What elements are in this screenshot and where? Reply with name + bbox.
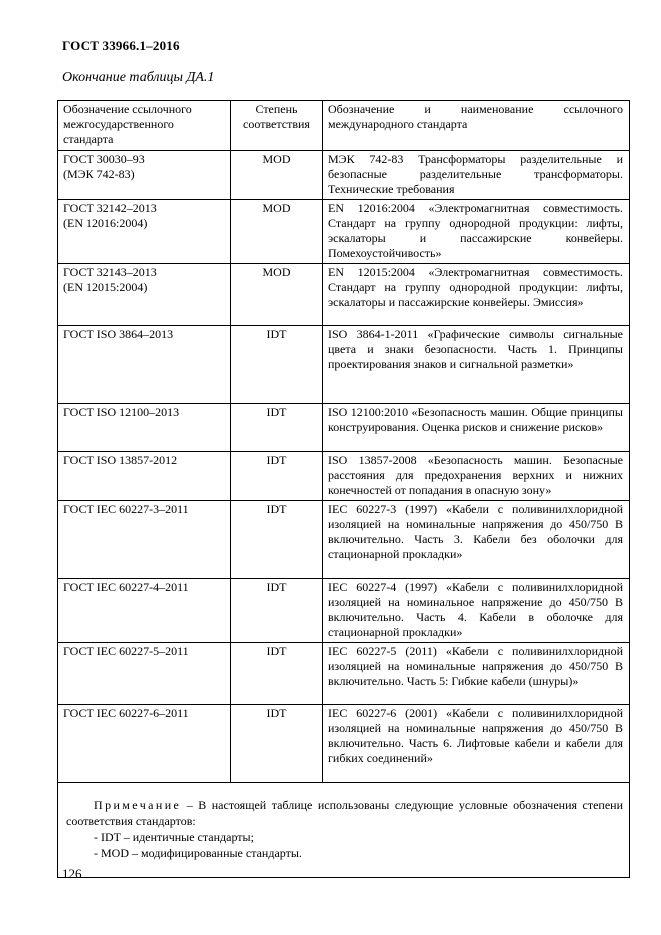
gost-designation-line: (EN 12016:2004) (63, 216, 148, 230)
degree-cell: IDT (231, 579, 323, 643)
international-standard-cell: IEC 60227-3 (1997) «Кабели с поливинилхлоридной изоляцией на номинальные напряжения до 450/750 В включительно. Часть 3. Кабели без оболочки для стационарной прокладки» (323, 501, 630, 579)
international-standard-cell: EN 12015:2004 «Электромагнитная совместимость. Стандарт на группу однородной продукции: лифты, эскалаторы и пассажирские конвейеры. Эмиссия» (323, 264, 630, 326)
gost-designation-cell (58, 326, 231, 404)
table-header-row (58, 101, 630, 151)
table-row (58, 151, 630, 200)
table-note-row (58, 783, 630, 878)
note-item-mod: - MOD – модифицированные стандарты. (94, 846, 302, 860)
gost-designation-line: (МЭК 742-83) (63, 167, 135, 181)
note-text (66, 797, 623, 829)
table-note (58, 783, 630, 878)
gost-designation-cell (58, 643, 231, 705)
international-standard-cell: ISO 12100:2010 «Безопасность машин. Общие принципы конструирования. Оценка рисков и снижение рисков» (323, 404, 630, 452)
gost-designation-line: ГОСТ ISO 13857-2012 (63, 453, 178, 467)
degree-cell: MOD (231, 151, 323, 200)
gost-designation-line: ГОСТ 32143–2013 (63, 265, 157, 279)
table-row (58, 705, 630, 783)
gost-designation-line: ГОСТ IEC 60227-6–2011 (63, 706, 189, 720)
gost-designation-line: ГОСТ 30030–93 (63, 152, 145, 166)
international-standard-cell: ISO 13857-2008 «Безопасность машин. Безопасные расстояния для предохранения верхних и нижних конечностей от попадания в опасную зону» (323, 452, 630, 501)
degree-cell: MOD (231, 200, 323, 264)
degree-cell: MOD (231, 264, 323, 326)
degree-cell: IDT (231, 452, 323, 501)
table-row (58, 404, 630, 452)
note-item-idt: - IDT – идентичные стандарты; (94, 830, 254, 844)
gost-designation-cell (58, 579, 231, 643)
international-standard-cell: IEC 60227-4 (1997) «Кабели с поливинилхлоридной изоляцией на номинальное напряжение до 450/750 В включительно. Часть 4. Кабели в оболочке для стационарной прокладки» (323, 579, 630, 643)
table-body (58, 101, 630, 783)
gost-designation-cell (58, 151, 231, 200)
reference-standards-table (57, 100, 630, 878)
degree-cell: IDT (231, 326, 323, 404)
table-note-section (58, 783, 630, 878)
table-row (58, 501, 630, 579)
gost-designation-cell (58, 452, 231, 501)
table-caption: Окончание таблицы ДА.1 (62, 70, 215, 85)
table-row (58, 579, 630, 643)
table-row (58, 200, 630, 264)
degree-cell: IDT (231, 404, 323, 452)
gost-designation-line: ГОСТ 32142–2013 (63, 201, 157, 215)
degree-cell: IDT (231, 643, 323, 705)
gost-designation-cell (58, 705, 231, 783)
table-row (58, 326, 630, 404)
page-number: 126 (62, 866, 82, 881)
international-standard-cell: ISO 3864-1-2011 «Графические символы сигнальные цвета и знаки безопасности. Часть 1. Принципы проектирования знаков и сигнальной разметки» (323, 326, 630, 404)
table-row (58, 264, 630, 326)
international-standard-cell: EN 12016:2004 «Электромагнитная совместимость. Стандарт на группу однородной продукции: лифты, эскалаторы и пассажирские конвейеры. Помехоустойчивость» (323, 200, 630, 264)
standard-code: ГОСТ 33966.1–2016 (62, 38, 180, 53)
gost-designation-cell (58, 404, 231, 452)
gost-designation-line: ГОСТ ISO 12100–2013 (63, 405, 180, 419)
column-header-international: Обозначение и наименование ссылочного международного стандарта (323, 101, 630, 151)
note-body: – В настоящей таблице использованы следующие условные обозначения степени соответствия стандартов: (66, 798, 623, 828)
column-header-gost: Обозначение ссылочного межгосударственного стандарта (58, 101, 231, 151)
gost-designation-line: ГОСТ IEC 60227-3–2011 (63, 502, 189, 516)
gost-designation-line: (EN 12015:2004) (63, 280, 148, 294)
international-standard-cell: IEC 60227-6 (2001) «Кабели с поливинилхлоридной изоляцией на номинальные напряжения до 450/750 В включительно. Часть 6. Лифтовые кабели и кабели для гибких соединений» (323, 705, 630, 783)
note-label: Примечание (94, 798, 182, 812)
international-standard-cell: IEC 60227-5 (2011) «Кабели с поливинилхлоридной изоляцией на номинальные напряжения до 450/750 В включительно. Часть 5: Гибкие кабели (шнуры)» (323, 643, 630, 705)
international-standard-cell: МЭК 742-83 Трансформаторы разделительные и безопасные разделительные трансформаторы. Технические требования (323, 151, 630, 200)
gost-designation-cell (58, 501, 231, 579)
gost-designation-line: ГОСТ IEC 60227-5–2011 (63, 644, 189, 658)
degree-cell: IDT (231, 705, 323, 783)
column-header-degree: Степень соответствия (231, 101, 323, 151)
gost-designation-cell (58, 264, 231, 326)
gost-designation-line: ГОСТ IEC 60227-4–2011 (63, 580, 189, 594)
gost-designation-cell (58, 200, 231, 264)
table-row (58, 452, 630, 501)
table-row (58, 643, 630, 705)
gost-designation-line: ГОСТ ISO 3864–2013 (63, 327, 174, 341)
degree-cell: IDT (231, 501, 323, 579)
